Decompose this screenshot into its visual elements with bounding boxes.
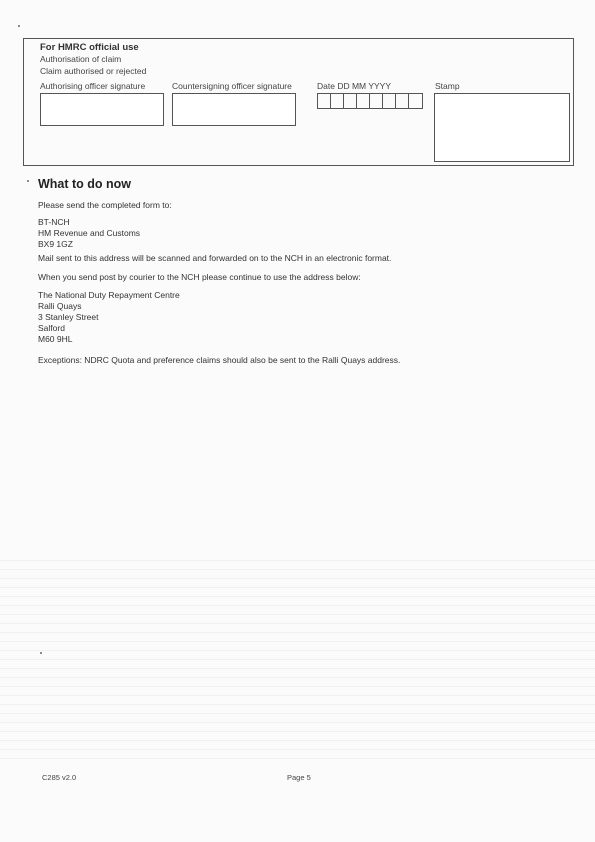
hmrc-official-use-box xyxy=(23,38,574,166)
page-number: Page 5 xyxy=(287,773,311,782)
address-line: Salford xyxy=(38,323,65,333)
authorising-officer-signature-field[interactable] xyxy=(40,93,164,126)
address-line: BX9 1GZ xyxy=(38,239,73,249)
stamp-field[interactable] xyxy=(434,93,570,162)
countersigning-officer-label: Countersigning officer signature xyxy=(172,81,292,91)
date-label: Date DD MM YYYY xyxy=(317,81,392,91)
date-entry-field[interactable] xyxy=(317,93,423,109)
scan-bleed-through xyxy=(0,560,595,760)
official-use-title: For HMRC official use xyxy=(40,42,139,53)
exceptions-text: Exceptions: NDRC Quota and preference claims should also be sent to the Ralli Quays address. xyxy=(38,355,401,365)
address-line: The National Duty Repayment Centre xyxy=(38,290,180,300)
scan-speck xyxy=(18,25,20,27)
stamp-label: Stamp xyxy=(435,81,460,91)
what-to-do-heading: What to do now xyxy=(38,177,132,191)
address-line: M60 9HL xyxy=(38,334,73,344)
claim-status-label: Claim authorised or rejected xyxy=(40,66,147,76)
scan-speck xyxy=(27,180,29,182)
address-line: Ralli Quays xyxy=(38,301,82,311)
courier-note-text: When you send post by courier to the NCH please continue to use the address below: xyxy=(38,272,361,282)
address-line: 3 Stanley Street xyxy=(38,312,99,322)
form-code: C285 v2.0 xyxy=(42,773,77,782)
authorisation-label: Authorisation of claim xyxy=(40,54,122,64)
scan-speck xyxy=(40,652,42,654)
send-intro-text: Please send the completed form to: xyxy=(38,200,172,210)
mail-note-text: Mail sent to this address will be scanned and forwarded on to the NCH in an electronic format. xyxy=(38,253,392,263)
countersigning-officer-signature-field[interactable] xyxy=(172,93,296,126)
authorising-officer-label: Authorising officer signature xyxy=(40,81,146,91)
address-line: BT-NCH xyxy=(38,217,70,227)
address-line: HM Revenue and Customs xyxy=(38,228,141,238)
